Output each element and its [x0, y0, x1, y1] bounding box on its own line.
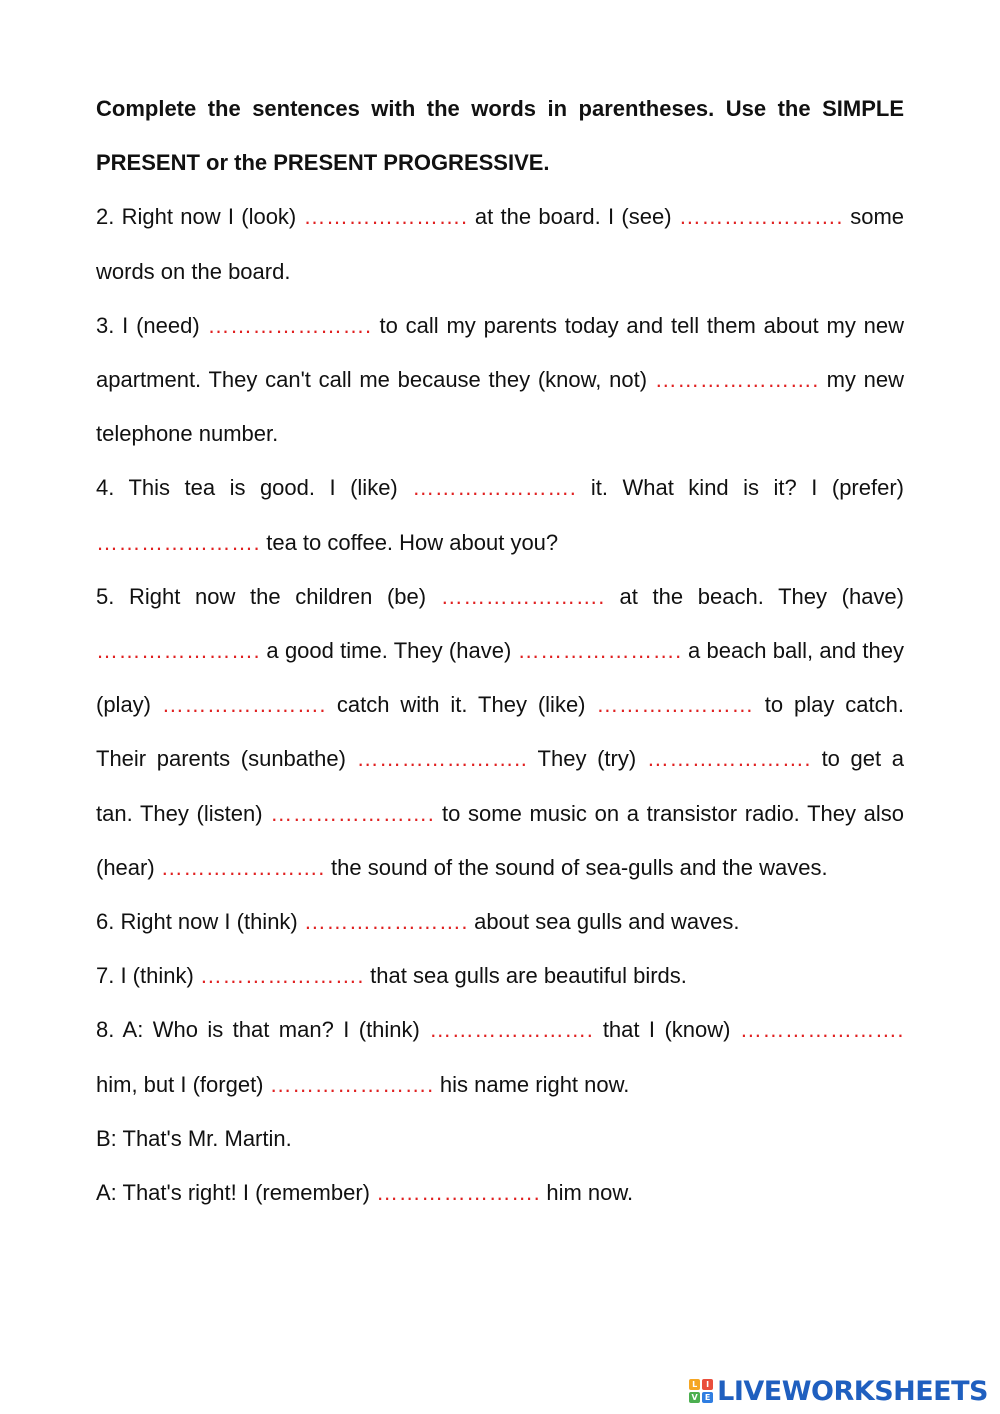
answer-blank[interactable]: …………………. — [269, 1071, 434, 1097]
answer-blank[interactable]: …………………. — [646, 746, 811, 772]
question-text: at the board. I (see) — [467, 204, 679, 230]
question-8-reply: B: That's Mr. Martin. — [96, 1125, 292, 1151]
answer-blank[interactable]: …………………. — [207, 312, 372, 338]
question-text: that I (know) — [593, 1017, 740, 1043]
question-text: a beach ball, and they (play) — [96, 638, 904, 718]
logo-mark-icon — [689, 1379, 713, 1403]
answer-blank[interactable]: …………………. — [678, 204, 843, 230]
question-text: a good time. They (have) — [260, 638, 518, 664]
liveworksheets-logo — [689, 1374, 988, 1408]
question-text: it. What kind is it? I (prefer) — [576, 475, 904, 501]
question-text: 2. Right now I (look) — [96, 204, 304, 230]
answer-blank[interactable]: …………………. — [199, 963, 365, 989]
answer-blank[interactable]: …………………. — [429, 1017, 594, 1043]
answer-blank[interactable]: …………………. — [412, 475, 577, 501]
answer-blank[interactable]: …………………. — [96, 638, 261, 664]
logo-tile: E — [702, 1392, 713, 1403]
question-text: that sea gulls are beautiful birds. — [364, 963, 687, 989]
answer-blank[interactable]: ………………… — [596, 692, 754, 718]
question-text: about sea gulls and waves. — [468, 909, 740, 935]
question-text: catch with it. They (like) — [326, 692, 597, 718]
question-text: tea to coffee. How about you? — [260, 529, 559, 555]
question-text: 7. I (think) — [96, 963, 200, 989]
answer-blank[interactable]: …………………. — [270, 800, 435, 826]
question-text: A: That's right! I (remember) — [96, 1180, 377, 1206]
instructions: Complete the sentences with the words in parentheses. Use the SIMPLE PRESENT or the PRESENT PROGRESSIVE. — [96, 96, 904, 176]
question-7 — [96, 949, 904, 1003]
question-text: some words on the board. — [96, 204, 905, 284]
question-text: to play catch. Their parents (sunbathe) — [96, 692, 904, 772]
question-4 — [96, 461, 904, 569]
question-text: the sound of the sound of sea-gulls and the waves. — [324, 854, 828, 880]
answer-blank[interactable]: …………………. — [161, 692, 327, 718]
question-8 — [96, 1003, 904, 1111]
worksheet — [96, 82, 904, 1220]
question-text: him, but I (forget) — [96, 1071, 270, 1097]
answer-blank[interactable]: …………………. — [440, 583, 605, 609]
question-6 — [96, 895, 904, 949]
question-text: his name right now. — [433, 1071, 630, 1097]
question-5 — [96, 570, 904, 895]
question-text: at the beach. They (have) — [604, 583, 904, 609]
logo-tile: I — [702, 1379, 713, 1390]
question-3 — [96, 299, 904, 462]
question-text: to get a tan. They (listen) — [96, 746, 904, 826]
answer-blank[interactable]: …………………. — [517, 638, 682, 664]
answer-blank[interactable]: …………………. — [376, 1180, 541, 1206]
question-text: 5. Right now the children (be) — [96, 583, 441, 609]
brand-name: LIVEWORKSHEETS — [717, 1375, 988, 1407]
question-2 — [96, 190, 904, 298]
answer-blank[interactable]: ………………….. — [356, 746, 528, 772]
question-text: my new telephone number. — [96, 367, 904, 447]
answer-blank[interactable]: …………………. — [303, 204, 468, 230]
question-text: to call my parents today and tell them about my new apartment. They can't call me because they (know, not) — [96, 312, 904, 393]
logo-tile: V — [689, 1392, 700, 1403]
answer-blank[interactable]: …………………. — [160, 854, 325, 880]
answer-blank[interactable]: …………………. — [654, 367, 819, 393]
answer-blank[interactable]: …………………. — [96, 529, 261, 555]
answer-blank[interactable]: …………………. — [303, 909, 468, 935]
question-text: They (try) — [527, 746, 647, 772]
answer-blank[interactable]: …………………. — [739, 1017, 904, 1043]
question-text: to some music on a transistor radio. They also (hear) — [96, 800, 904, 880]
question-8-followup — [96, 1166, 904, 1220]
question-text: 8. A: Who is that man? I (think) — [96, 1017, 430, 1043]
question-text: 3. I (need) — [96, 312, 208, 338]
question-text: 6. Right now I (think) — [96, 909, 304, 935]
question-text: 4. This tea is good. I (like) — [96, 475, 413, 501]
logo-tile: L — [689, 1379, 700, 1390]
question-text: him now. — [540, 1180, 634, 1206]
